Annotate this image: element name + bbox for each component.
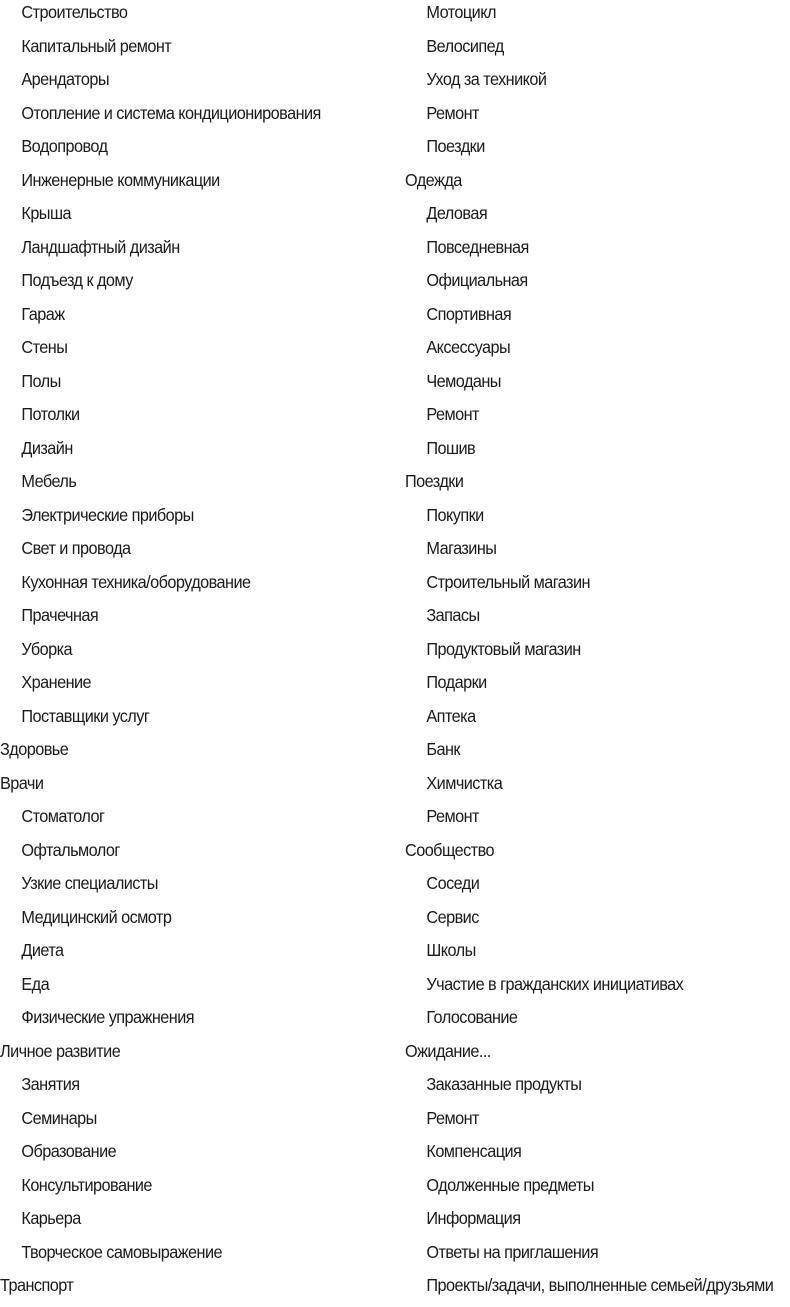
subcategory-item: Магазины <box>426 538 497 558</box>
subcategory-item: Запасы <box>426 605 480 625</box>
subcategory-item: Подъезд к дому <box>21 270 133 290</box>
subcategory-item: Крыша <box>21 203 71 223</box>
subcategory-item: Ремонт <box>426 806 479 826</box>
category-heading: Врачи <box>0 772 44 793</box>
subcategory-item: Проекты/задачи, выполненные семьей/друзьями <box>426 1275 774 1295</box>
subcategory-item: Официальная <box>426 270 528 290</box>
subcategory-item: Чемоданы <box>426 370 501 391</box>
subcategory-item: Деловая <box>426 203 488 223</box>
subcategory-item: Стены <box>21 337 68 357</box>
subcategory-item: Аксессуары <box>426 337 511 357</box>
subcategory-item: Творческое самовыражение <box>21 1241 222 1262</box>
subcategory-item: Соседи <box>426 873 480 893</box>
subcategory-item: Инженерные коммуникации <box>21 169 220 190</box>
subcategory-item: Покупки <box>426 504 484 525</box>
subcategory-item: Свет и провода <box>21 538 131 558</box>
subcategory-item: Продуктовый магазин <box>426 638 581 659</box>
subcategory-item: Занятия <box>21 1074 80 1094</box>
subcategory-item: Одолженные предметы <box>426 1174 594 1195</box>
subcategory-item: Аптека <box>426 705 476 726</box>
subcategory-item: Ремонт <box>426 1107 479 1128</box>
subcategory-item: Голосование <box>426 1007 518 1027</box>
subcategory-item: Гараж <box>21 303 65 324</box>
subcategory-item: Ремонт <box>426 102 479 123</box>
subcategory-item: Ландшафтный дизайн <box>21 236 180 257</box>
subcategory-item: Потолки <box>21 404 80 424</box>
subcategory-item: Ремонт <box>426 404 479 424</box>
subcategory-item: Медицинский осмотр <box>21 906 172 927</box>
subcategory-item: Компенсация <box>426 1141 522 1161</box>
category-heading: Личное развитие <box>0 1040 121 1061</box>
subcategory-item: Поставщики услуг <box>21 705 150 726</box>
subcategory-item: Химчистка <box>426 772 503 793</box>
subcategory-item: Отопление и система кондиционирования <box>21 102 321 123</box>
subcategory-item: Сервис <box>426 906 479 927</box>
subcategory-item: Мебель <box>21 471 77 491</box>
subcategory-item: Ответы на приглашения <box>426 1241 599 1262</box>
subcategory-item: Дизайн <box>21 437 73 458</box>
category-heading: Ожидание... <box>405 1040 491 1061</box>
subcategory-item: Образование <box>21 1141 117 1161</box>
subcategory-item: Уход за техникой <box>426 69 547 89</box>
category-heading: Сообщество <box>405 839 494 860</box>
subcategory-item: Школы <box>426 940 476 960</box>
subcategory-item: Стоматолог <box>21 806 105 826</box>
subcategory-item: Повседневная <box>426 236 529 257</box>
subcategory-item: Заказанные продукты <box>426 1074 582 1094</box>
subcategory-item: Прачечная <box>21 605 99 625</box>
subcategory-item: Физические упражнения <box>21 1007 195 1027</box>
subcategory-item: Велосипед <box>426 35 504 56</box>
subcategory-item: Офтальмолог <box>21 839 120 860</box>
subcategory-item: Хранение <box>21 672 92 692</box>
subcategory-item: Диета <box>21 940 64 960</box>
right-column <box>405 0 790 1307</box>
subcategory-item: Узкие специалисты <box>21 873 158 893</box>
subcategory-item: Полы <box>21 370 61 391</box>
subcategory-item: Водопровод <box>21 136 108 156</box>
subcategory-item: Подарки <box>426 672 487 692</box>
subcategory-item: Мотоцикл <box>426 2 496 22</box>
subcategory-item: Информация <box>426 1208 521 1228</box>
subcategory-item: Спортивная <box>426 303 512 324</box>
subcategory-item: Консультирование <box>21 1174 152 1195</box>
subcategory-item: Кухонная техника/оборудование <box>21 571 251 592</box>
subcategory-item: Еда <box>21 973 50 994</box>
subcategory-item: Пошив <box>426 437 476 458</box>
category-heading: Транспорт <box>0 1275 74 1295</box>
subcategory-item: Поездки <box>426 136 485 156</box>
category-heading: Здоровье <box>0 739 69 759</box>
category-heading: Одежда <box>405 169 462 190</box>
subcategory-item: Семинары <box>21 1107 97 1128</box>
subcategory-item: Электрические приборы <box>21 504 194 525</box>
subcategory-item: Участие в гражданских инициативах <box>426 973 684 994</box>
subcategory-item: Карьера <box>21 1208 81 1228</box>
subcategory-item: Капитальный ремонт <box>21 35 172 56</box>
subcategory-item: Уборка <box>21 638 72 659</box>
subcategory-item: Арендаторы <box>21 69 110 89</box>
subcategory-item: Строительный магазин <box>426 571 590 592</box>
category-heading: Поездки <box>405 471 464 491</box>
subcategory-item: Банк <box>426 739 461 759</box>
subcategory-item: Строительство <box>21 2 128 22</box>
